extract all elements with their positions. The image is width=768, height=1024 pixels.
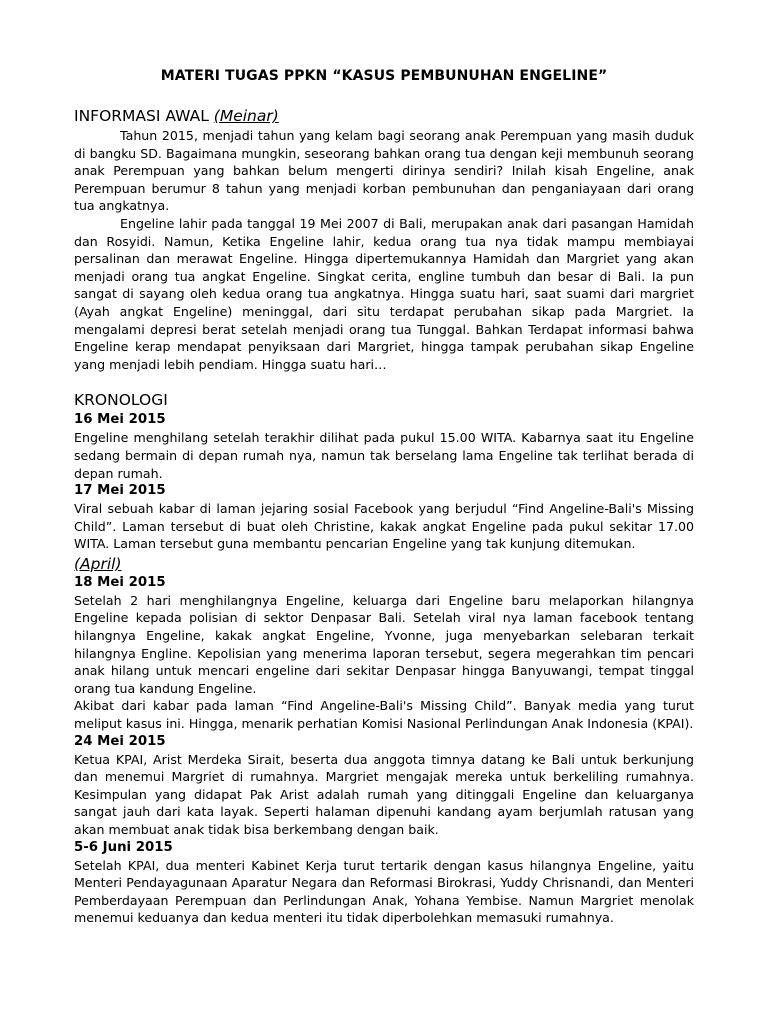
intro-paragraph: Engeline lahir pada tanggal 19 Mei 2007 di Bali, merupakan anak dari pasangan Hamidah dan Rosyidi. Namun, Ketika Engeline lahir, kedua orang tua nya tidak mampu membiayai persalinan dan merawat Engeline. Hingga dipertemukannya Hamidah dan Margriet yang akan menjadi orang tua angkat Engeline. Singkat cerita, engline tumbuh dan besar di Bali. Ia pun sangat di sayang oleh kedua orang tua angkatnya. Hingga suatu hari, saat suami dari margriet (Ayah angkat Engeline) meninggal, dari situ terdapat perubahan sikap pada Margriet. Ia mengalami depresi berat setelah menjadi orang tua Tunggal. Bahkan Terdapat informasi bahwa Engeline kerap mendapat penyiksaan dari Margriet, hingga tampak perubahan sikap Engeline yang menjadi lebih pendiam. Hingga suatu hari… xyxy=(74,215,694,372)
section-spacer xyxy=(74,373,694,390)
document-title: MATERI TUGAS PPKN “KASUS PEMBUNUHAN ENGELINE” xyxy=(160,68,608,84)
entry-date: 5-6 Juni 2015 xyxy=(74,839,173,855)
intro-paragraph: Tahun 2015, menjadi tahun yang kelam bagi seorang anak Perempuan yang masih duduk di bangku SD. Bagaimana mungkin, seseorang bahkan orang tua dengan keji membunuh seorang anak Perempuan yang bahkan belum mengerti dirinya sendiri? Inilah kisah Engeline, anak Perempuan berumur 8 tahun yang menjadi korban pembunuhan dan penganiayaan dari orang tua angkatnya. xyxy=(74,128,694,214)
intro-heading xyxy=(74,106,694,127)
section-author: (April) xyxy=(74,554,122,573)
entry-paragraph: Viral sebuah kabar di laman jejaring sosial Facebook yang berjudul “Find Angeline-Bali's Missing Child”. Laman tersebut di buat oleh Christine, kakak angkat Engeline pada pukul sekitar 17.00 WITA. Laman tersebut guna membantu pencarian Engeline yang tak kunjung ditemukan. xyxy=(74,501,694,552)
entry-date: 24 Mei 2015 xyxy=(74,733,166,749)
entry-paragraph: Setelah KPAI, dua menteri Kabinet Kerja turut tertarik dengan kasus hilangnya Engeline, yaitu Menteri Pendayagunaan Aparatur Negara dan Reformasi Birokrasi, Yuddy Chrisnandi, dan Menteri Pemberdayaan Perempuan dan Perlindungan Anak, Yohana Yembise. Namun Margriet menolak menemui keduanya dan kedua menteri itu tidak diperbolehkan memasuki rumahnya. xyxy=(74,857,694,926)
intro-heading-text: INFORMASI AWAL xyxy=(74,107,209,125)
entry-date: 16 Mei 2015 xyxy=(74,412,166,428)
entry-paragraph: Akibat dari kabar pada laman “Find Angeline-Bali's Missing Child”. Banyak media yang turut meliput kasus ini. Hingga, menarik perhatian Komisi Nasional Perlindungan Anak Indonesia (KPAI). xyxy=(74,698,694,732)
entry-paragraph: Ketua KPAI, Arist Merdeka Sirait, beserta dua anggota timnya datang ke Bali untuk berkunjung dan menemui Margriet di rumahnya. Margriet mengajak mereka untuk berkeliling rumahnya. Kesimpulan yang didapat Pak Arist adalah rumah yang ditinggali Engeline dan keluarganya sangat jauh dari kata layak. Seperti halaman dipenuhi kandang ayam berjumlah ratusan yang akan membuat anak tidak bisa berkembang dengan baik. xyxy=(74,751,694,837)
entry-paragraph: Engeline menghilang setelah terakhir dilihat pada pukul 15.00 WITA. Kabarnya saat itu Engeline sedang bermain di depan rumah nya, namun tak berselang lama Engeline tak terlihat berada di depan rumah. xyxy=(74,430,694,481)
entry-paragraph: Setelah 2 hari menghilangnya Engeline, keluarga dari Engeline baru melaporkan hilangnya Engeline kepada polisian di sektor Denpasar Bali. Setelah viral nya laman facebook tentang hilangnya Engeline, kakak angkat Engeline, Yvonne, juga menyebarkan selebaran terkait hilangnya Engline. Kepolisian yang menerima laporan tersebut, segera megerahkan tim pencari anak hilang untuk mencari engeline dari sekitar Denpasar hingga Banyuwangi, tempat tinggal orang tua kandung Engeline. xyxy=(74,592,694,696)
entry-date: 17 Mei 2015 xyxy=(74,483,166,499)
document-page xyxy=(74,68,694,927)
chronology-heading: KRONOLOGI xyxy=(74,391,168,410)
entry-date: 18 Mei 2015 xyxy=(74,574,166,590)
intro-author: (Meinar) xyxy=(213,107,279,125)
